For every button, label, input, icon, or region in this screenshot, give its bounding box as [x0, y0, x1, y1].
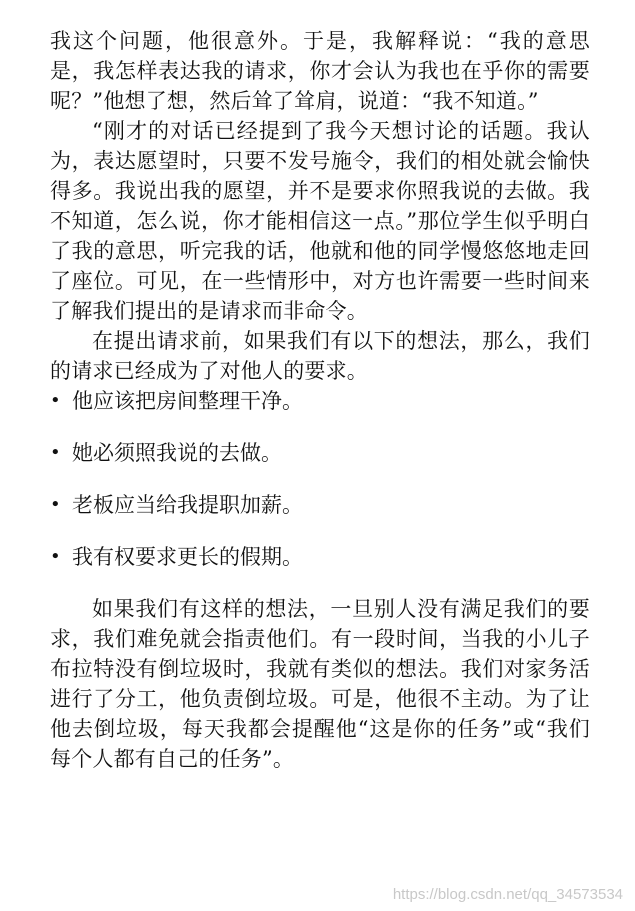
- bullet-list: [50, 386, 590, 572]
- paragraph-1: 我这个问题，他很意外。于是，我解释说：“我的意思是，我怎样表达我的请求，你才会认为我也在乎你的需要呢？”他想了想，然后耸了耸肩，说道：“我不知道。”: [50, 29, 590, 113]
- paragraph-3: 在提出请求前，如果我们有以下的想法，那么，我们的请求已经成为了对他人的要求。: [50, 329, 590, 383]
- bullet-dot-icon: •: [50, 442, 61, 463]
- paragraph-2: “刚才的对话已经提到了我今天想讨论的话题。我认为，表达愿望时，只要不发号施令，我们的相处就会愉快得多。我说出我的愿望，并不是要求你照我说的去做。我不知道，怎么说，你才能相信这一点。”那位学生似乎明白了我的意思，听完我的话，他就和他的同学慢悠悠地走回了座位。可见，在一些情形中，对方也许需要一些时间来了解我们提出的是请求而非命令。: [50, 119, 590, 323]
- list-item: [50, 542, 590, 572]
- list-item: [50, 490, 590, 520]
- list-item-text: 老板应当给我提职加薪。: [72, 493, 303, 517]
- watermark: https://blog.csdn.net/qq_34573534: [392, 886, 623, 903]
- bullet-dot-icon: •: [50, 494, 61, 515]
- list-item: [50, 438, 590, 468]
- bullet-dot-icon: •: [50, 546, 61, 567]
- list-item-text: 他应该把房间整理干净。: [72, 389, 303, 413]
- list-item-text: 她必须照我说的去做。: [72, 441, 282, 465]
- paragraph-4: 如果我们有这样的想法，一旦别人没有满足我们的要求，我们难免就会指责他们。有一段时间，当我的小儿子布拉特没有倒垃圾时，我就有类似的想法。我们对家务活进行了分工，他负责倒垃圾。可是，他很不主动。为了让他去倒垃圾，每天我都会提醒他“这是你的任务”或“我们每个人都有自己的任务”。: [50, 597, 590, 771]
- list-item-text: 我有权要求更长的假期。: [72, 545, 303, 569]
- bullet-dot-icon: •: [50, 390, 61, 411]
- list-item: [50, 386, 590, 416]
- document-page: [50, 26, 590, 774]
